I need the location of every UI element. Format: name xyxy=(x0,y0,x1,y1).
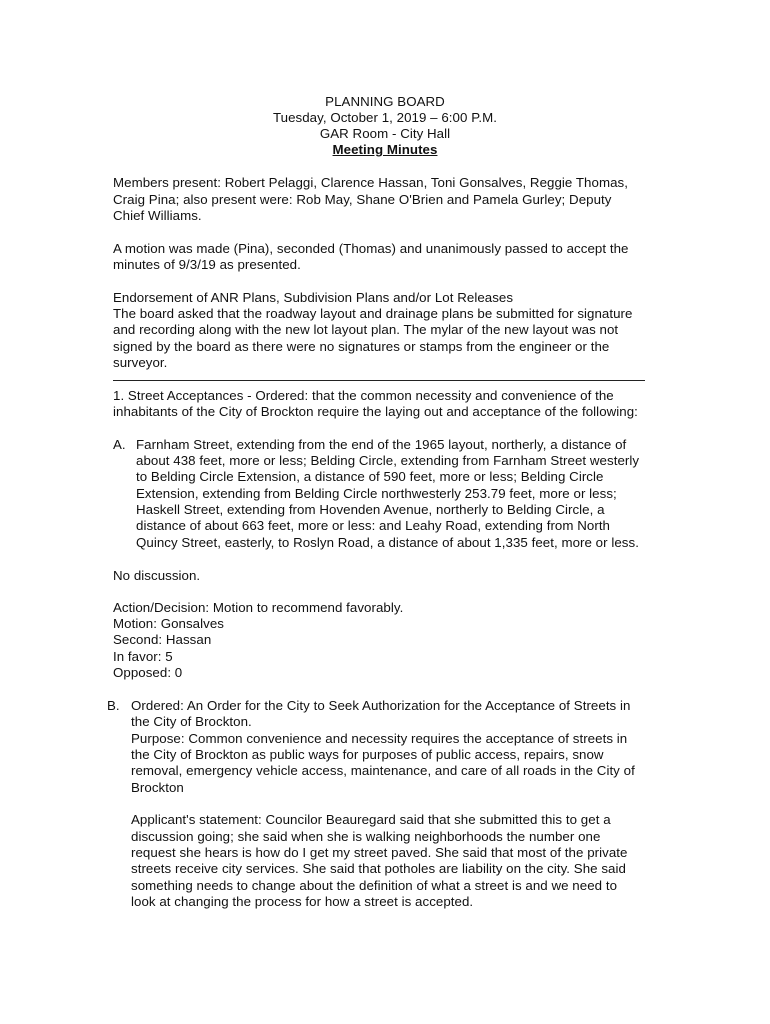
section-divider xyxy=(113,380,645,381)
item-b-line: removal, emergency vehicle access, maintenance, and care of all roads in the City of xyxy=(131,763,635,778)
item-b-line: Purpose: Common convenience and necessity requires the acceptance of streets in xyxy=(131,731,628,746)
item-a-line: Quincy Street, easterly, to Roslyn Road, a distance of about 1,335 feet, more or less. xyxy=(136,535,639,550)
attendance-line: Chief Williams. xyxy=(113,208,202,223)
no-discussion: No discussion. xyxy=(113,568,201,583)
anr-line: and recording along with the new lot layout plan. The mylar of the new layout was not xyxy=(113,322,619,337)
item-b-marker: B. xyxy=(107,698,120,713)
anr-line: surveyor. xyxy=(113,355,168,370)
applicant-statement-line: Applicant's statement: Councilor Beauregard said that she submitted this to get a xyxy=(131,812,611,827)
applicant-statement-line: discussion going; she said when she is walking neighborhoods the number one xyxy=(131,829,601,844)
minutes-motion-line: A motion was made (Pina), seconded (Thomas) and unanimously passed to accept the xyxy=(113,241,629,256)
decision-second: Second: Hassan xyxy=(113,632,212,647)
street-acceptance-line: inhabitants of the City of Brockton require the laying out and acceptance of the following: xyxy=(113,404,638,419)
item-a-line: Farnham Street, extending from the end of the 1965 layout, northerly, a distance of xyxy=(136,437,627,452)
attendance-line: Members present: Robert Pelaggi, Clarence Hassan, Toni Gonsalves, Reggie Thomas, xyxy=(113,175,628,190)
anr-heading: Endorsement of ANR Plans, Subdivision Plans and/or Lot Releases xyxy=(113,290,514,305)
decision-motion: Motion: Gonsalves xyxy=(113,616,224,631)
anr-line: signed by the board as there were no signatures or stamps from the engineer or the xyxy=(113,339,610,354)
applicant-statement-line: streets receive city services. She said that potholes are liability on the city. She said xyxy=(131,861,626,876)
decision-line: Action/Decision: Motion to recommend favorably. xyxy=(113,600,404,615)
anr-line: The board asked that the roadway layout and drainage plans be submitted for signature xyxy=(113,306,633,321)
item-a-line: distance of about 663 feet, more or less: and Leahy Road, extending from North xyxy=(136,518,611,533)
minutes-motion-line: minutes of 9/3/19 as presented. xyxy=(113,257,301,272)
item-a-marker: A. xyxy=(113,437,126,452)
document-title: Meeting Minutes xyxy=(332,142,438,157)
item-b-line: Ordered: An Order for the City to Seek Authorization for the Acceptance of Streets in xyxy=(131,698,631,713)
attendance-line: Craig Pina; also present were: Rob May, Shane O'Brien and Pamela Gurley; Deputy xyxy=(113,192,612,207)
meeting-location: GAR Room - City Hall xyxy=(319,126,451,141)
item-a-line: about 438 feet, more or less; Belding Circle, extending from Farnham Street westerly xyxy=(136,453,640,468)
item-a-line: Extension, extending from Belding Circle northwesterly 253.79 feet, more or less; xyxy=(136,486,617,501)
item-b-line: Brockton xyxy=(131,780,184,795)
item-b-line: the City of Brockton as public ways for purposes of public access, repairs, snow xyxy=(131,747,604,762)
item-a-line: to Belding Circle Extension, a distance of 590 feet, more or less; Belding Circle xyxy=(136,469,604,484)
meeting-date: Tuesday, October 1, 2019 – 6:00 P.M. xyxy=(272,110,498,125)
item-b-line: the City of Brockton. xyxy=(131,714,252,729)
applicant-statement-line: request she hears is how do I get my street paved. She said that most of the private xyxy=(131,845,628,860)
item-a-line: Haskell Street, extending from Hovenden Avenue, northerly to Belding Circle, a xyxy=(136,502,605,517)
decision-opposed: Opposed: 0 xyxy=(113,665,183,680)
board-name: PLANNING BOARD xyxy=(325,94,445,109)
street-acceptance-line: 1. Street Acceptances - Ordered: that the common necessity and convenience of the xyxy=(113,388,614,403)
decision-in-favor: In favor: 5 xyxy=(113,649,173,664)
applicant-statement-line: look at changing the process for how a street is accepted. xyxy=(131,894,474,909)
applicant-statement-line: something needs to change about the definition of what a street is and we need to xyxy=(131,878,618,893)
